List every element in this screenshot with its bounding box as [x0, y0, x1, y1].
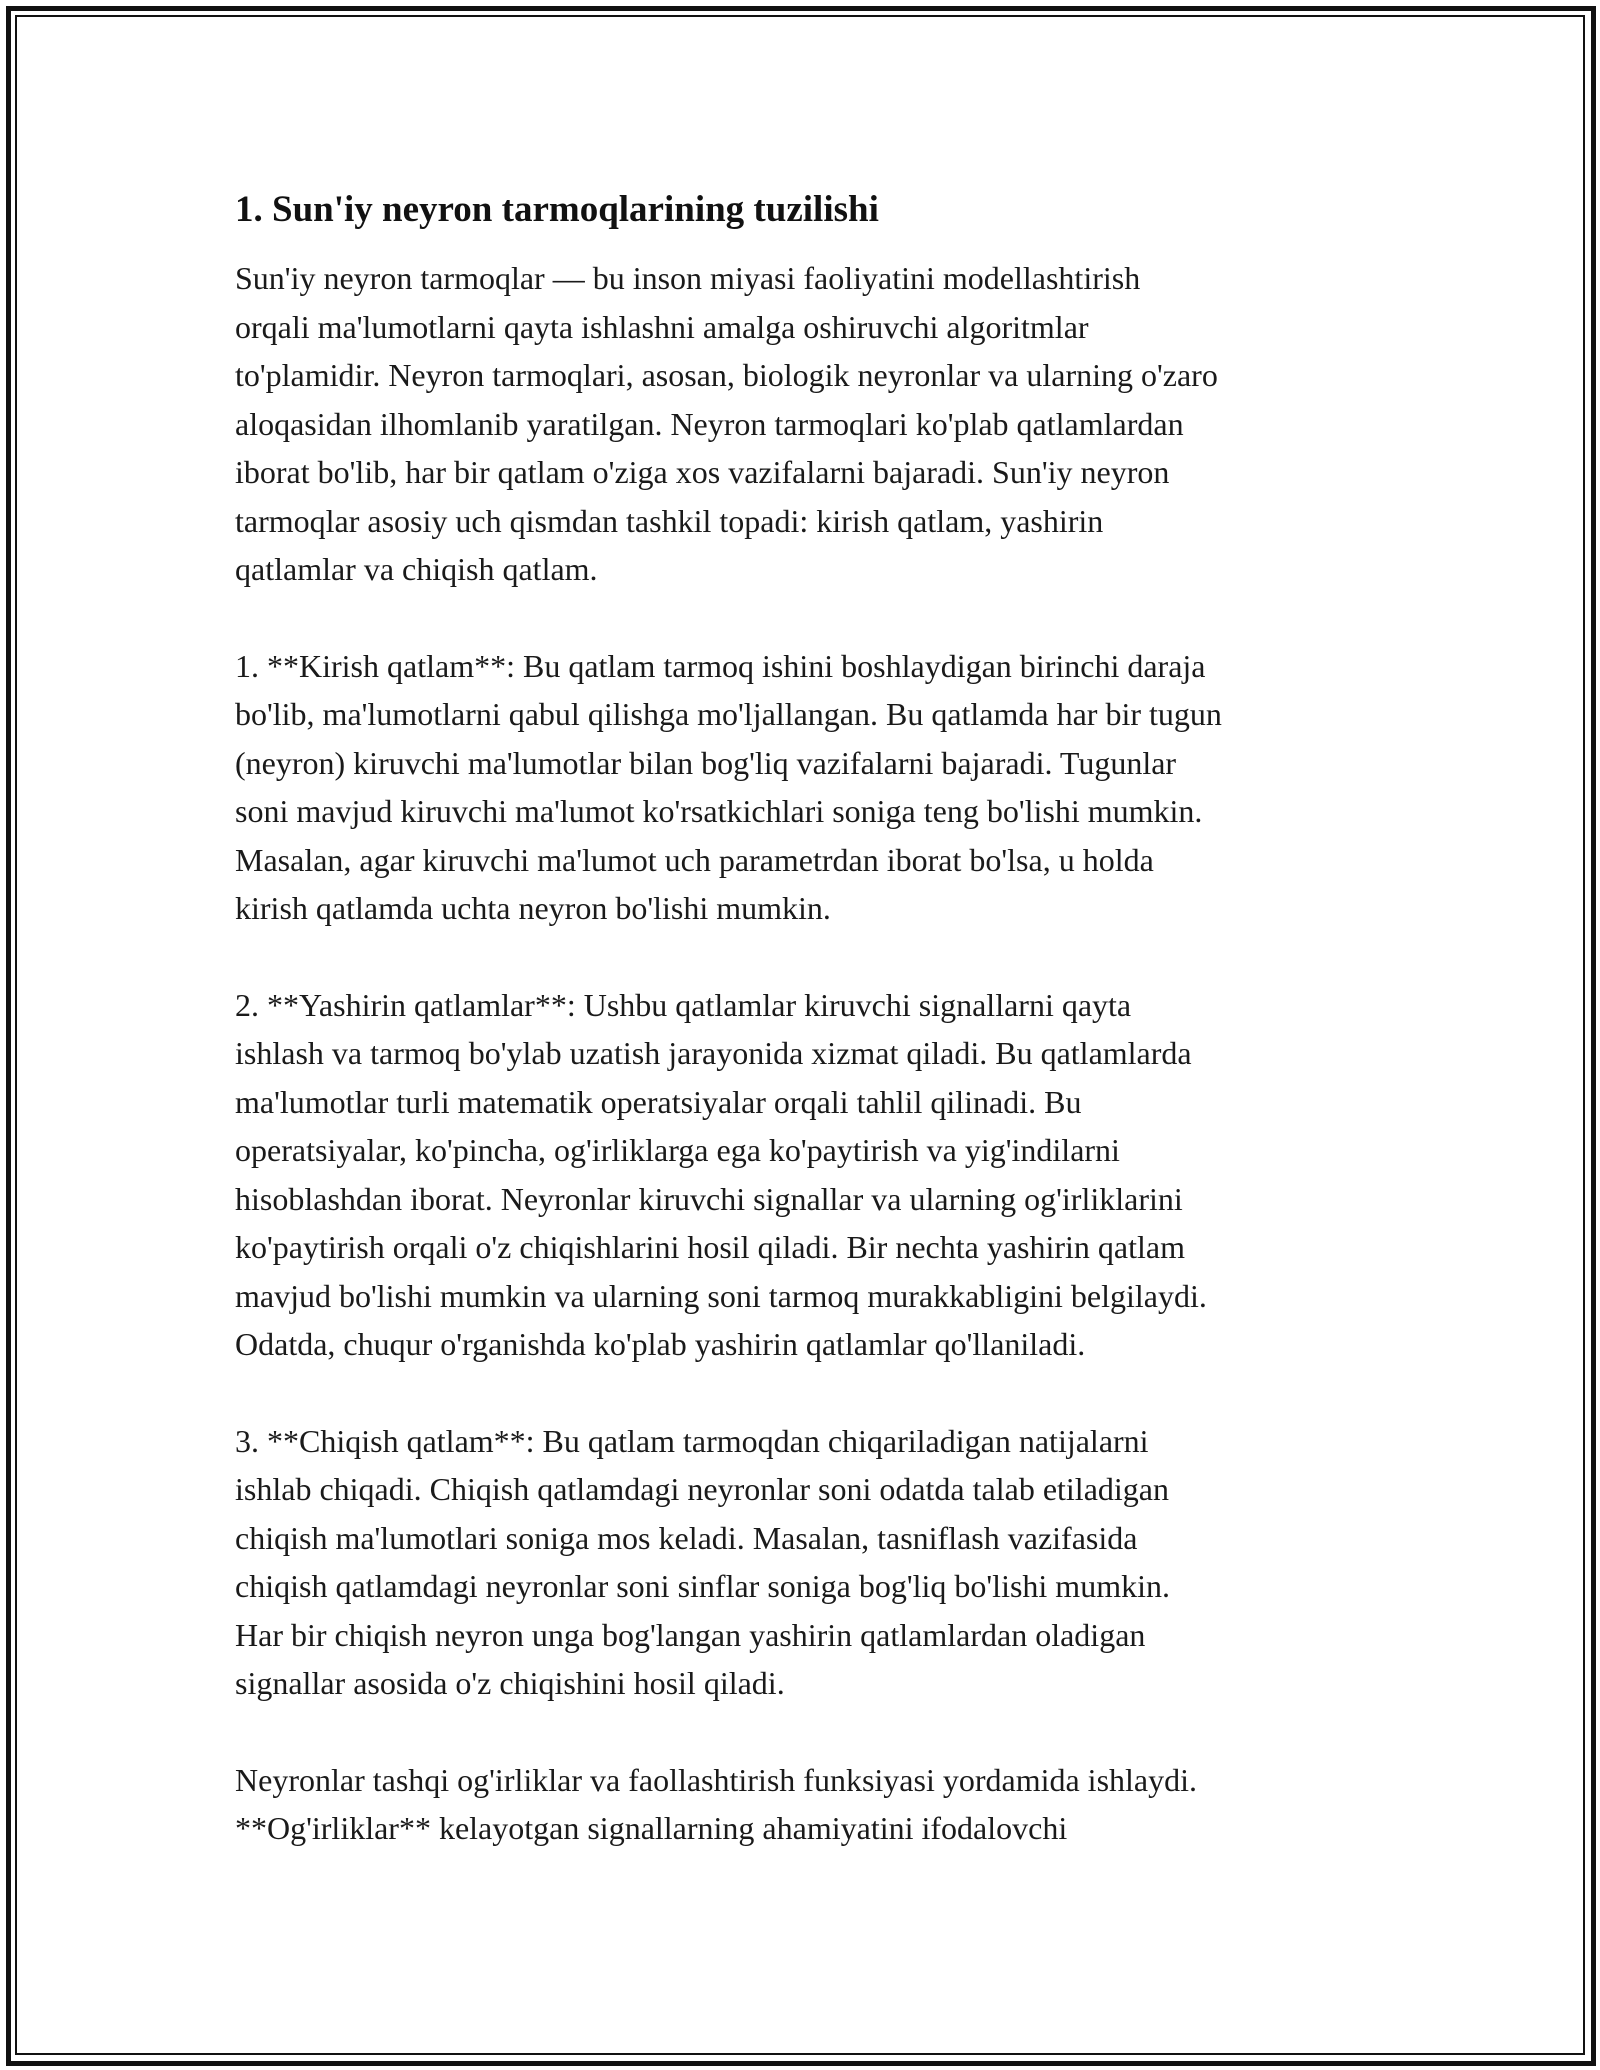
text-line: Sun'iy neyron tarmoqlar — bu inson miyasi faoliyatini modellashtirish [235, 260, 1141, 296]
paragraph-hidden-layers [235, 981, 1365, 1369]
text-line: operatsiyalar, ko'pincha, og'irliklarga ega ko'paytirish va yig'indilarni [235, 1132, 1120, 1168]
text-line: Neyronlar tashqi og'irliklar va faollashtirish funksiyasi yordamida ishlaydi. [235, 1761, 1197, 1798]
paragraph-intro [235, 254, 1365, 594]
text-line: tarmoqlar asosiy uch qismdan tashkil topadi: kirish qatlam, yashirin [235, 502, 1104, 539]
document-body [235, 185, 1365, 1901]
section-heading: 1. Sun'iy neyron tarmoqlarining tuzilishi [235, 189, 879, 230]
text-line: bo'lib, ma'lumotlarni qabul qilishga mo'ljallangan. Bu qatlamda har bir tugun [235, 696, 1222, 732]
text-line: aloqasidan ilhomlanib yaratilgan. Neyron tarmoqlari ko'plab qatlamlardan [235, 405, 1184, 442]
text-line: kirish qatlamda uchta neyron bo'lishi mumkin. [235, 890, 831, 926]
text-line: Masalan, agar kiruvchi ma'lumot uch parametrdan iborat bo'lsa, u holda [235, 841, 1154, 878]
text-line: **Og'irliklar** kelayotgan signallarning ahamiyatini ifodalovchi [235, 1810, 1068, 1846]
text-line: (neyron) kiruvchi ma'lumotlar bilan bog'liq vazifalarni bajaradi. Tugunlar [235, 744, 1177, 781]
text-line: Odatda, chuqur o'rganishda ko'plab yashirin qatlamlar qo'llaniladi. [235, 1326, 1086, 1362]
text-line: 2. **Yashirin qatlamlar**: Ushbu qatlamlar kiruvchi signallarni qayta [235, 986, 1132, 1023]
text-line: ishlab chiqadi. Chiqish qatlamdagi neyronlar soni odatda talab etiladigan [235, 1471, 1169, 1507]
text-line: mavjud bo'lishi mumkin va ularning soni tarmoq murakkabligini belgilaydi. [235, 1277, 1207, 1314]
text-line: 1. **Kirish qatlam**: Bu qatlam tarmoq ishini boshlaydigan birinchi daraja [235, 647, 1206, 684]
text-line: iborat bo'lib, har bir qatlam o'ziga xos vazifalarni bajaradi. Sun'iy neyron [235, 454, 1170, 490]
text-line: soni mavjud kiruvchi ma'lumot ko'rsatkichlari soniga teng bo'lishi mumkin. [235, 793, 1203, 829]
text-line: qatlamlar va chiqish qatlam. [235, 551, 598, 587]
text-line: chiqish qatlamdagi neyronlar soni sinflar soniga bog'liq bo'lishi mumkin. [235, 1568, 1170, 1604]
text-line: 3. **Chiqish qatlam**: Bu qatlam tarmoqdan chiqariladigan natijalarni [235, 1422, 1149, 1459]
paragraph-input-layer [235, 642, 1365, 933]
text-line: orqali ma'lumotlarni qayta ishlashni amalga oshiruvchi algoritmlar [235, 308, 1089, 345]
text-line: ma'lumotlar turli matematik operatsiyalar orqali tahlil qilinadi. Bu [235, 1083, 1082, 1120]
paragraph-weights [235, 1756, 1365, 1853]
text-line: chiqish ma'lumotlari soniga mos keladi. Masalan, tasniflash vazifasida [235, 1519, 1138, 1556]
text-line: to'plamidir. Neyron tarmoqlari, asosan, biologik neyronlar va ularning o'zaro [235, 357, 1218, 393]
text-line: Har bir chiqish neyron unga bog'langan yashirin qatlamlardan oladigan [235, 1616, 1146, 1653]
text-line: signallar asosida o'z chiqishini hosil qiladi. [235, 1665, 785, 1701]
text-line: hisoblashdan iborat. Neyronlar kiruvchi signallar va ularning og'irliklarini [235, 1180, 1183, 1217]
text-line: ko'paytirish orqali o'z chiqishlarini hosil qiladi. Bir nechta yashirin qatlam [235, 1229, 1185, 1265]
text-line: ishlash va tarmoq bo'ylab uzatish jarayonida xizmat qiladi. Bu qatlamlarda [235, 1035, 1192, 1071]
paragraph-output-layer [235, 1417, 1365, 1708]
